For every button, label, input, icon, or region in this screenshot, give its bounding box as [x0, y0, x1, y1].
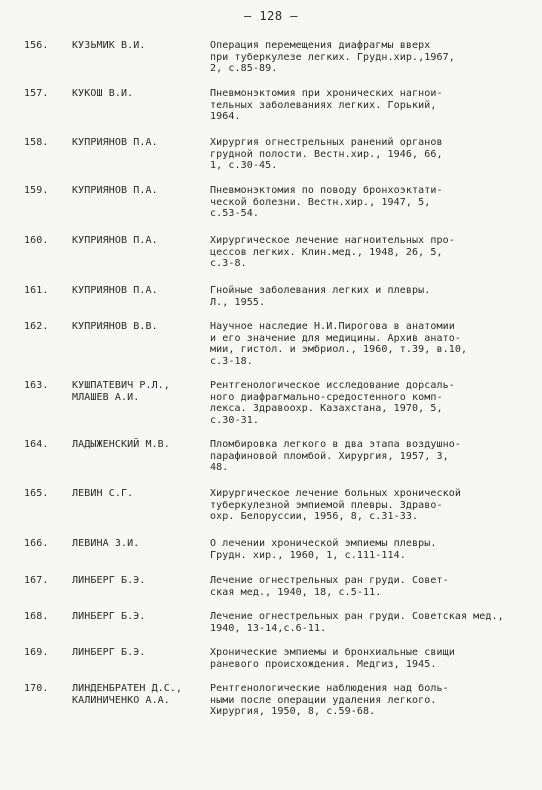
- bibliography-entry: [0, 88, 510, 123]
- entry-title: Хирургическое лечение больных хронической туберкулезной эмпиемой плевры. Здраво- охр. Белоруссии, 1956, 8, с.31-33.: [210, 488, 461, 523]
- bibliography-entry: [0, 488, 510, 523]
- entry-author: ЛИНБЕРГ Б.Э.: [72, 647, 146, 658]
- entry-author: ЛАДЫЖЕНСКИЙ М.В.: [72, 439, 170, 450]
- entry-number: 168.: [24, 611, 49, 622]
- bibliography-entry: [0, 321, 510, 367]
- entry-author: ЛЕВИН С.Г.: [72, 488, 134, 499]
- page-number: – 128 –: [243, 9, 299, 23]
- entry-title: Пломбировка легкого в два этапа воздушно- парафиновой пломбой. Хирургия, 1957, 3, 48.: [210, 439, 461, 474]
- entry-author: КУПРИЯНОВ В.В.: [72, 321, 158, 332]
- entry-author: КУЗЬМИК В.И.: [72, 40, 146, 51]
- bibliography-entry: [0, 185, 510, 220]
- entry-title: Лечение огнестрельных ран груди. Совет- ская мед., 1940, 18, с.5-11.: [210, 575, 449, 598]
- entry-author: ЛИНБЕРГ Б.Э.: [72, 575, 146, 586]
- entry-number: 166.: [24, 538, 49, 549]
- entry-number: 160.: [24, 235, 49, 246]
- entry-author: КУКОШ В.И.: [72, 88, 134, 99]
- entry-title: Хирургия огнестрельных ранений органов грудной полости. Вестн.хир., 1946, 66, 1, с.30-45.: [210, 137, 443, 172]
- entry-number: 161.: [24, 285, 49, 296]
- bibliography-entry: [0, 380, 510, 426]
- entry-author: ЛИНДЕНБРАТЕН Д.С., КАЛИНИЧЕНКО А.А.: [72, 683, 183, 706]
- entry-title: Рентгенологические наблюдения над боль- ными после операции удаления легкого. Хирургия, 1950, 8, с.59-68.: [210, 683, 449, 718]
- bibliography-entry: [0, 235, 510, 270]
- bibliography-entry: [0, 137, 510, 172]
- entry-title: Рентгенологическое исследование дорсаль- ного диафрагмально-средостенного комп- лекса. Здравоохр. Казахстана, 1970, 5, с.30-31.: [210, 380, 455, 426]
- bibliography-entry: [0, 40, 510, 75]
- bibliography-entry: [0, 611, 510, 634]
- entry-author: КУПРИЯНОВ П.А.: [72, 185, 158, 196]
- entry-author: КУПРИЯНОВ П.А.: [72, 137, 158, 148]
- entry-title: Гнойные заболевания легких и плевры. Л., 1955.: [210, 285, 431, 308]
- entry-number: 162.: [24, 321, 49, 332]
- entry-number: 164.: [24, 439, 49, 450]
- entry-title: Хирургическое лечение нагноительных про- цессов легких. Клин.мед., 1948, 26, 5, с.3-8.: [210, 235, 455, 270]
- entry-number: 158.: [24, 137, 49, 148]
- entry-number: 169.: [24, 647, 49, 658]
- bibliography-entry: [0, 285, 510, 308]
- entry-number: 159.: [24, 185, 49, 196]
- entry-title: Лечение огнестрельных ран груди. Советская мед., 1940, 13-14,с.6-11.: [210, 611, 504, 634]
- entry-author: КУПРИЯНОВ П.А.: [72, 235, 158, 246]
- entry-number: 156.: [24, 40, 49, 51]
- entry-author: КУПРИЯНОВ П.А.: [72, 285, 158, 296]
- entry-title: Научное наследие Н.И.Пирогова в анатомии и его значение для медицины. Архив анато- мии, гистол. и эмбриол., 1960, т.39, в.10, с.3-18.: [210, 321, 468, 367]
- bibliography-entry: [0, 439, 510, 474]
- entry-title: О лечении хронической эмпиемы плевры. Грудн. хир., 1960, 1, с.111-114.: [210, 538, 437, 561]
- entry-title: Операция перемещения диафрагмы вверх при туберкулезе легких. Грудн.хир.,1967, 2, с.85-89.: [210, 40, 455, 75]
- entry-number: 165.: [24, 488, 49, 499]
- entry-title: Пневмонэктомия при хронических нагнои- тельных заболеваниях легких. Горький, 1964.: [210, 88, 443, 123]
- entry-number: 170.: [24, 683, 49, 694]
- bibliography-entry: [0, 575, 510, 598]
- entry-author: КУШПАТЕВИЧ Р.Л., МЛАШЕВ А.И.: [72, 380, 170, 403]
- entry-author: ЛИНБЕРГ Б.Э.: [72, 611, 146, 622]
- entry-title: Хронические эмпиемы и бронхиальные свищи раневого происхождения. Медгиз, 1945.: [210, 647, 455, 670]
- entry-number: 157.: [24, 88, 49, 99]
- bibliography-entry: [0, 647, 510, 670]
- bibliography-entry: [0, 683, 510, 718]
- entry-number: 167.: [24, 575, 49, 586]
- entry-title: Пневмонэктомия по поводу бронхоэктати- ческой болезни. Вестн.хир., 1947, 5, с.53-54.: [210, 185, 443, 220]
- entry-number: 163.: [24, 380, 49, 391]
- entry-author: ЛЕВИНА З.И.: [72, 538, 140, 549]
- bibliography-entry: [0, 538, 510, 561]
